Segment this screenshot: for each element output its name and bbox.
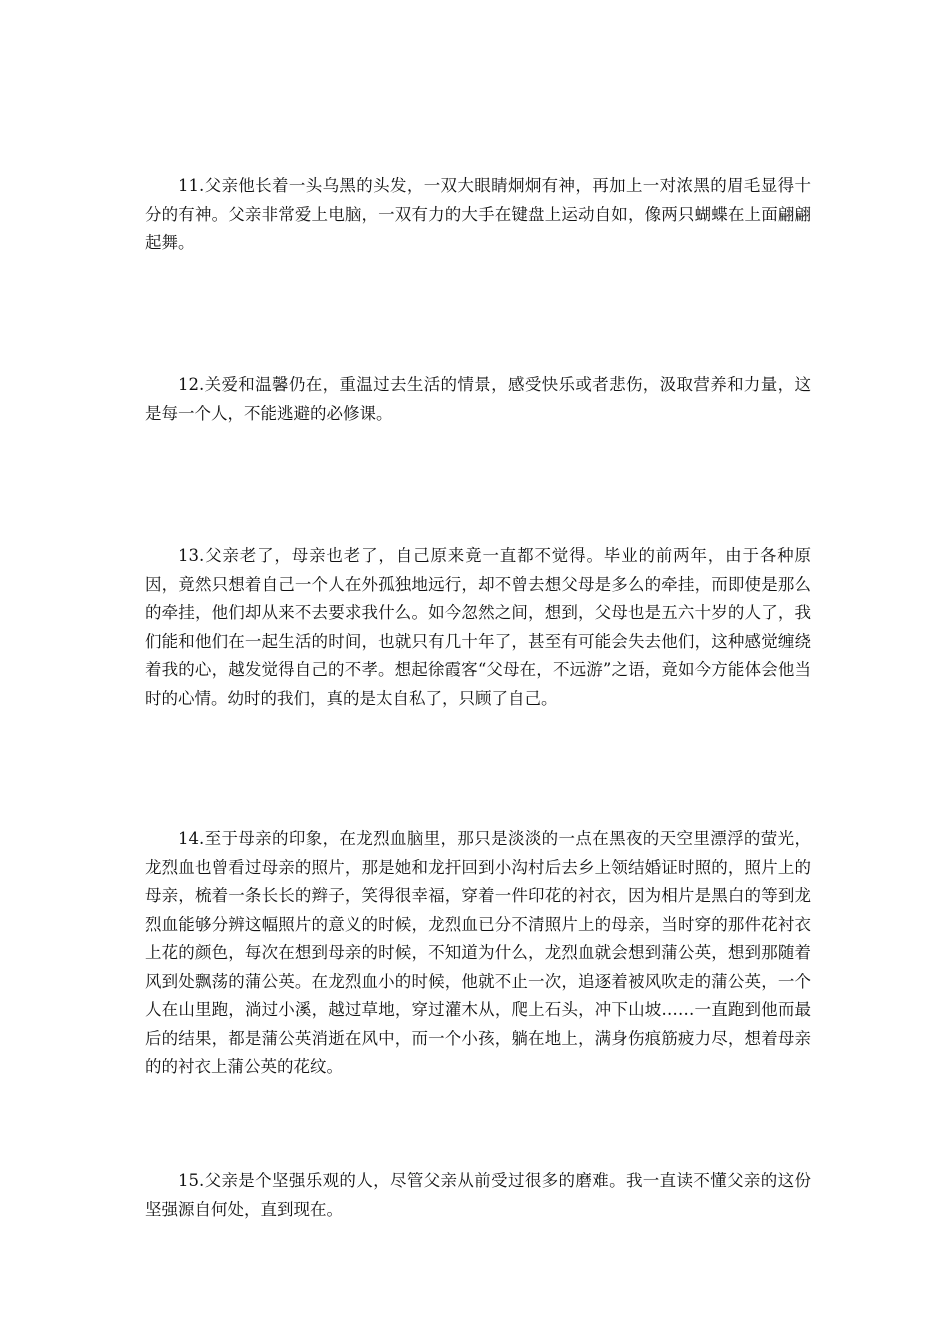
paragraph-12: 12.关爱和温馨仍在，重温过去生活的情景，感受快乐或者悲伤，汲取营养和力量，这是每一个人，不能逃避的必修课。 [145,375,811,423]
paragraph-14: 14.至于母亲的印象，在龙烈血脑里，那只是淡淡的一点在黑夜的天空里漂浮的萤光，龙烈血也曾看过母亲的照片，那是她和龙扞回到小沟村后去乡上领结婚证时照的，照片上的母亲，梳着一条长长的辫子，笑得很幸福，穿着一件印花的衬衣，因为相片是黑白的等到龙烈血能够分辨这幅照片的意义的时候，龙烈血已分不清照片上的母亲，当时穿的那件花衬衣上花的颜色，每次在想到母亲的时候，不知道为什么，龙烈血就会想到蒲公英，想到那随着风到处飘荡的蒲公英。在龙烈血小的时候，他就不止一次，追逐着被风吹走的蒲公英，一个人在山里跑，淌过小溪，越过草地，穿过灌木从，爬上石头，冲下山坡……一直跑到他而最后的结果，都是蒲公英消逝在风中，而一个小孩，躺在地上，满身伤痕筋疲力尽，想着母亲的的衬衣上蒲公英的花纹。 [145,829,811,1076]
paragraph-11: 11.父亲他长着一头乌黑的头发，一双大眼睛炯炯有神，再加上一对浓黑的眉毛显得十分的有神。父亲非常爱上电脑，一双有力的大手在键盘上运动自如，像两只蝴蝶在上面翩翩起舞。 [145,176,811,252]
paragraph-13: 13.父亲老了，母亲也老了，自己原来竟一直都不觉得。毕业的前两年，由于各种原因，竟然只想着自己一个人在外孤独地远行，却不曾去想父母是多么的牵挂，而即使是那么的牵挂，他们却从来不去要求我什么。如今忽然之间，想到，父母也是五六十岁的人了，我们能和他们在一起生活的时间，也就只有几十年了，甚至有可能会失去他们，这种感觉缠绕着我的心，越发觉得自己的不孝。想起徐霞客“父母在，不远游”之语，竟如今方能体会他当时的心情。幼时的我们，真的是太自私了，只顾了自己。 [145,546,811,708]
paragraph-15: 15.父亲是个坚强乐观的人，尽管父亲从前受过很多的磨难。我一直读不懂父亲的这份坚强源自何处，直到现在。 [145,1171,811,1219]
